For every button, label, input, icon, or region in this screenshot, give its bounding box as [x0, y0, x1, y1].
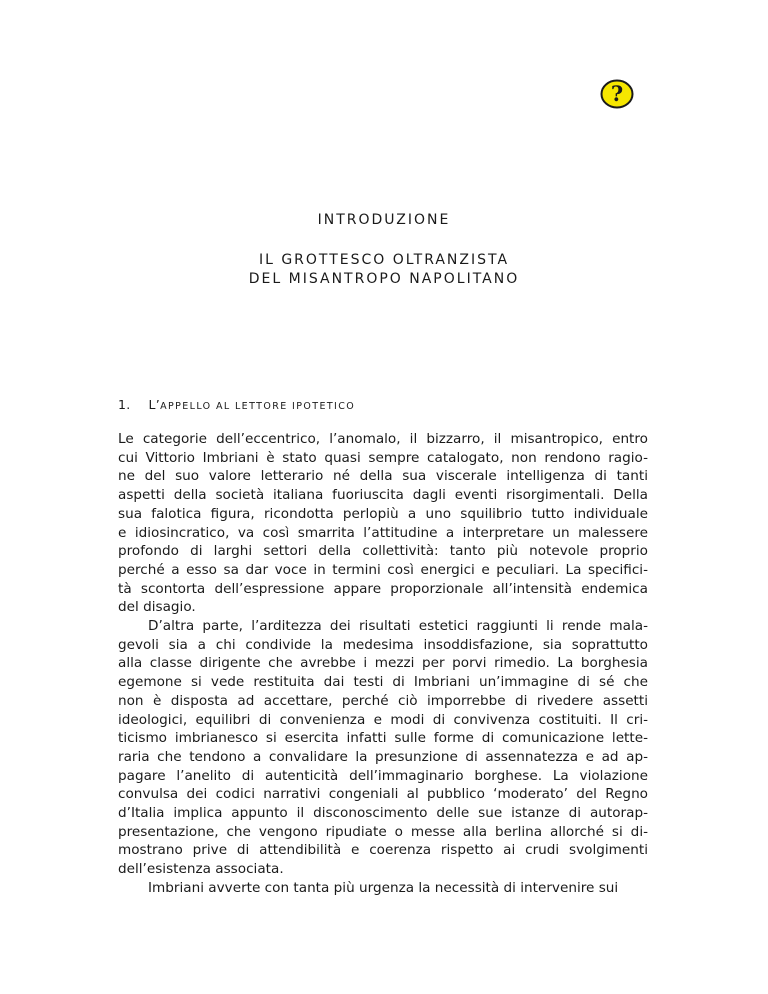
text-line: gevoli sia a chi condivide la medesima insoddisfazione, sia soprattutto: [118, 636, 648, 653]
text-line: cui Vittorio Imbriani è stato quasi sempre catalogato, non rendono ragio-: [118, 449, 648, 466]
text-line: ne del suo valore letterario né della sua viscerale intelligenza di tanti: [118, 468, 648, 485]
text-line: ticismo imbrianesco si esercita infatti sulle forme di comunicazione lette-: [118, 730, 648, 747]
chapter-title: INTRODUZIONE: [317, 212, 451, 228]
text-line: alla classe dirigente che avrebbe i mezzi per porvi rimedio. La borghesia: [118, 655, 648, 672]
body-text: [118, 430, 648, 898]
text-line: pagare l’anelito di autenticità dell’immaginario borghese. La violazione: [118, 767, 648, 784]
text-line: D’altra parte, l’arditezza dei risultati estetici raggiunti li rende mala-: [148, 618, 648, 635]
text-line: del disagio.: [118, 599, 196, 616]
help-icon-graphic: [600, 79, 634, 109]
text-line: aspetti della società italiana fuoriuscita dagli eventi risorgimentali. Della: [118, 487, 648, 504]
text-line: perché a esso sa dar voce in termini così energici e peculiari. La specifici-: [118, 561, 648, 578]
text-line: Imbriani avverte con tanta più urgenza la necessità di intervenire sui: [148, 879, 619, 896]
text-line: raria che tendono a convalidare la presunzione di assennatezza e ad ap-: [118, 748, 648, 765]
text-line: e idiosincratico, va così smarrita l’attitudine a interpretare un malessere: [118, 524, 648, 541]
text-line: ideologici, equilibri di convenienza e modi di convivenza costituiti. Il cri-: [118, 711, 648, 728]
text-line: d’Italia implica appunto il disconoscimento delle sue istanze di autorap-: [118, 805, 648, 822]
text-line: convulsa dei codici narrativi congeniali al pubblico ‘moderato’ del Regno: [118, 786, 648, 803]
text-line: dell’esistenza associata.: [118, 861, 284, 878]
text-line: profondo di larghi settori della collettività: tanto più notevole proprio: [118, 543, 648, 560]
text-line: presentazione, che vengono ripudiate o messe alla berlina allorché si di-: [118, 823, 648, 840]
section-number: 1.: [118, 397, 131, 412]
text-line: egemone si vede restituita dai testi di Imbriani un’immagine di sé che: [118, 674, 648, 691]
text-line: tà scontorta dell’espressione appare proporzionale all’intensità endemica: [118, 580, 648, 597]
section-title: APPELLO AL LETTORE IPOTETICO: [160, 401, 356, 412]
section-title-initial: L’: [148, 397, 161, 412]
text-line: sua falotica figura, ricondotta perlopiù a uno squilibrio tutto individuale: [118, 505, 648, 522]
chapter-subtitle-line-1: IL GROTTESCO OLTRANZISTA: [258, 252, 510, 268]
help-icon[interactable]: [600, 79, 634, 109]
text-line: Le categorie dell’eccentrico, l’anomalo, il bizzarro, il misantropico, entro: [118, 431, 648, 447]
chapter-subtitle-line-2: DEL MISANTROPO NAPOLITANO: [248, 271, 520, 287]
help-question-mark: ?: [610, 81, 624, 106]
text-line: non è disposta ad accettare, perché ciò imporrebbe di rivedere assetti: [118, 692, 648, 709]
section-heading: [118, 397, 355, 412]
text-line: mostrano prive di attendibilità e coerenza rispetto ai crudi svolgimenti: [118, 842, 648, 859]
